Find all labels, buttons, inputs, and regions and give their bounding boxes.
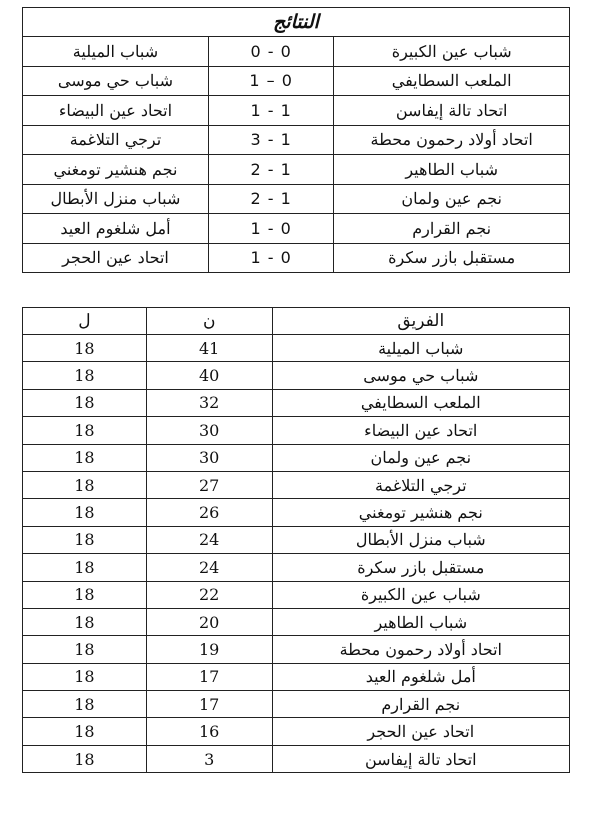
team-played: 18 <box>23 471 147 498</box>
match-row <box>23 214 570 244</box>
team-points: 32 <box>146 389 272 416</box>
standings-body <box>23 335 570 773</box>
match-score: 3 - 1 <box>208 125 333 155</box>
standings-row <box>23 718 570 745</box>
team-name: اتحاد عين الحجر <box>272 718 569 745</box>
team-name: نجم القرارم <box>272 691 569 718</box>
team-name: شباب الميلية <box>272 335 569 362</box>
team-name: شباب عين الكبيرة <box>272 581 569 608</box>
standings-row <box>23 526 570 553</box>
match-row <box>23 243 570 273</box>
results-title: النتائج <box>23 8 570 37</box>
team-name: شباب منزل الأبطال <box>272 526 569 553</box>
standings-row <box>23 636 570 663</box>
standings-table <box>22 307 570 773</box>
team-name: ترجي التلاغمة <box>272 471 569 498</box>
match-row <box>23 37 570 67</box>
results-table <box>22 7 570 273</box>
standings-row <box>23 691 570 718</box>
match-row <box>23 125 570 155</box>
match-away-team: شباب حي موسى <box>23 66 209 96</box>
standings-row <box>23 499 570 526</box>
team-points: 30 <box>146 444 272 471</box>
team-name: نجم هنشير تومغني <box>272 499 569 526</box>
team-points: 16 <box>146 718 272 745</box>
team-name: أمل شلغوم العيد <box>272 663 569 690</box>
team-played: 18 <box>23 526 147 553</box>
standings-row <box>23 581 570 608</box>
match-home-team: شباب الطاهير <box>334 155 570 185</box>
match-home-team: مستقبل بازر سكرة <box>334 243 570 273</box>
standings-row <box>23 608 570 635</box>
match-score: 2 - 1 <box>208 184 333 214</box>
team-points: 17 <box>146 691 272 718</box>
match-row <box>23 96 570 126</box>
match-score: 1 - 0 <box>208 243 333 273</box>
standings-row <box>23 554 570 581</box>
team-points: 40 <box>146 362 272 389</box>
team-played: 18 <box>23 636 147 663</box>
team-played: 18 <box>23 362 147 389</box>
match-away-team: أمل شلغوم العيد <box>23 214 209 244</box>
match-score: 1 - 1 <box>208 96 333 126</box>
header-played: ل <box>23 308 147 335</box>
team-name: الملعب السطايفي <box>272 389 569 416</box>
standings-row <box>23 362 570 389</box>
team-name: اتحاد تالة إيفاسن <box>272 745 569 772</box>
standings-row <box>23 471 570 498</box>
match-score: 0 - 0 <box>208 37 333 67</box>
match-home-team: نجم عين ولمان <box>334 184 570 214</box>
match-row <box>23 66 570 96</box>
team-points: 17 <box>146 663 272 690</box>
team-name: مستقبل بازر سكرة <box>272 554 569 581</box>
standings-header-row <box>23 308 570 335</box>
team-played: 18 <box>23 608 147 635</box>
standings-row <box>23 745 570 772</box>
team-points: 30 <box>146 417 272 444</box>
match-score: 1 – 0 <box>208 66 333 96</box>
team-played: 18 <box>23 745 147 772</box>
match-away-team: شباب الميلية <box>23 37 209 67</box>
team-points: 26 <box>146 499 272 526</box>
match-score: 2 - 1 <box>208 155 333 185</box>
team-played: 18 <box>23 581 147 608</box>
results-body <box>23 37 570 273</box>
match-away-team: اتحاد عين البيضاء <box>23 96 209 126</box>
team-points: 24 <box>146 554 272 581</box>
team-points: 20 <box>146 608 272 635</box>
team-points: 3 <box>146 745 272 772</box>
match-away-team: نجم هنشير تومغني <box>23 155 209 185</box>
match-home-team: اتحاد أولاد رحمون محطة <box>334 125 570 155</box>
team-points: 24 <box>146 526 272 553</box>
team-played: 18 <box>23 663 147 690</box>
team-played: 18 <box>23 417 147 444</box>
team-played: 18 <box>23 335 147 362</box>
team-played: 18 <box>23 444 147 471</box>
team-name: شباب الطاهير <box>272 608 569 635</box>
match-home-team: اتحاد تالة إيفاسن <box>334 96 570 126</box>
standings-row <box>23 417 570 444</box>
team-played: 18 <box>23 718 147 745</box>
team-played: 18 <box>23 554 147 581</box>
match-row <box>23 184 570 214</box>
team-played: 18 <box>23 389 147 416</box>
header-points: ن <box>146 308 272 335</box>
team-points: 41 <box>146 335 272 362</box>
team-points: 19 <box>146 636 272 663</box>
match-home-team: الملعب السطايفي <box>334 66 570 96</box>
match-away-team: شباب منزل الأبطال <box>23 184 209 214</box>
team-played: 18 <box>23 691 147 718</box>
match-home-team: نجم القرارم <box>334 214 570 244</box>
match-row <box>23 155 570 185</box>
standings-row <box>23 335 570 362</box>
standings-row <box>23 444 570 471</box>
header-team: الفريق <box>272 308 569 335</box>
match-score: 1 - 0 <box>208 214 333 244</box>
team-name: اتحاد عين البيضاء <box>272 417 569 444</box>
standings-row <box>23 663 570 690</box>
team-name: شباب حي موسى <box>272 362 569 389</box>
match-away-team: ترجي التلاغمة <box>23 125 209 155</box>
team-points: 27 <box>146 471 272 498</box>
match-home-team: شباب عين الكبيرة <box>334 37 570 67</box>
standings-row <box>23 389 570 416</box>
team-played: 18 <box>23 499 147 526</box>
match-away-team: اتحاد عين الحجر <box>23 243 209 273</box>
team-name: اتحاد أولاد رحمون محطة <box>272 636 569 663</box>
team-name: نجم عين ولمان <box>272 444 569 471</box>
team-points: 22 <box>146 581 272 608</box>
